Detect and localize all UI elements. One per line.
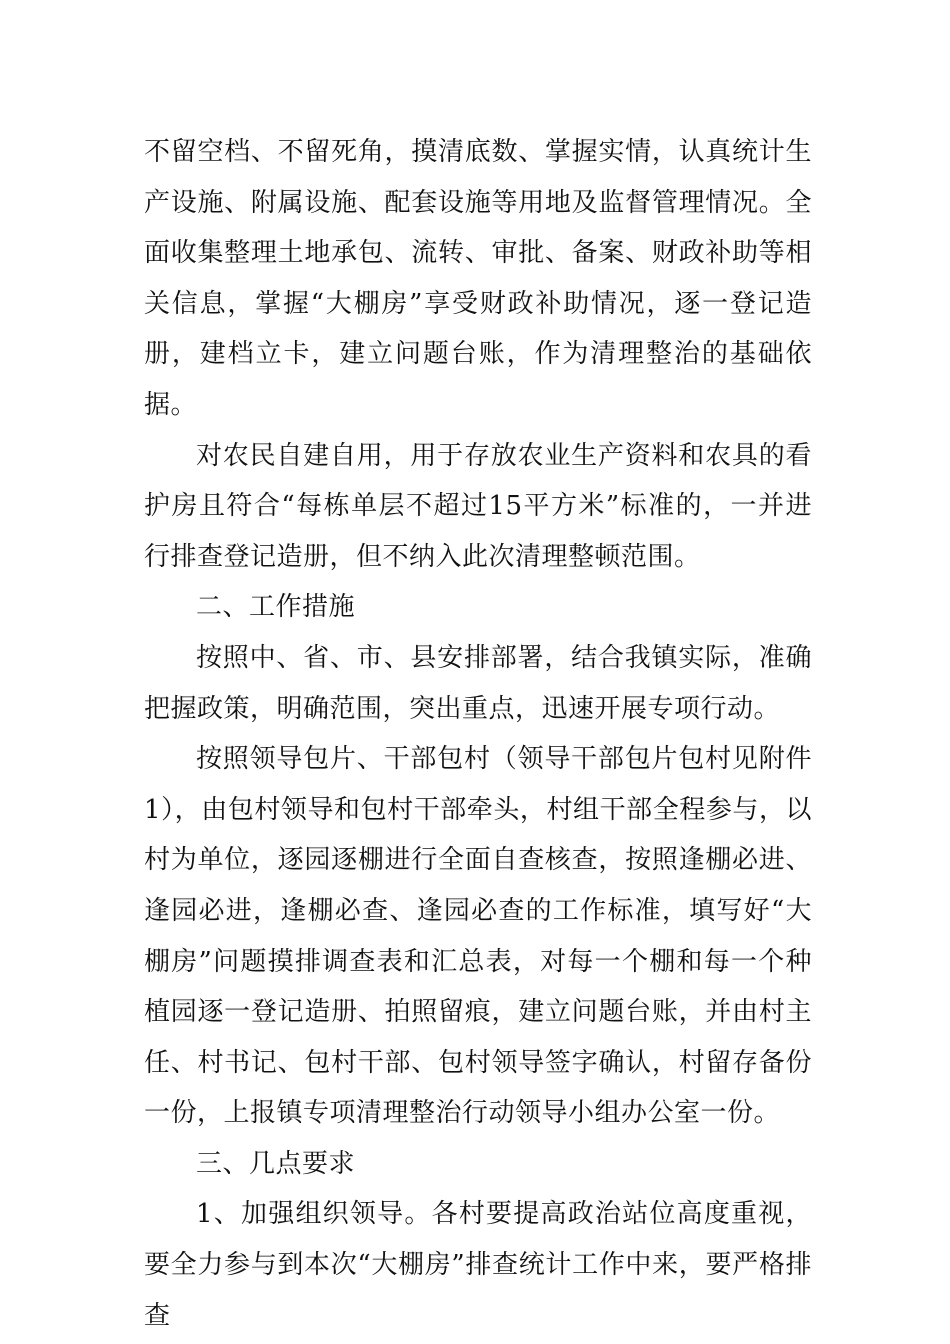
paragraph-village-inspection: 按照领导包片、干部包村（领导干部包片包村见附件1），由包村领导和包村干部牵头，村组干部全程参与，以村为单位，逐园逐棚进行全面自查核查，按照逢棚必进、逢园必进，逢棚必查、逢园必查的工作标准，填写好“大棚房”问题摸排调查表和汇总表，对每一个棚和每一个种植园逐一登记造册、拍照留痕，建立问题台账，并由村主任、村书记、包村干部、包村领导签字确认，村留存备份一份，上报镇专项清理整治行动领导小组办公室一份。: [144, 744, 812, 1129]
section-heading-requirements: 三、几点要求: [196, 1148, 356, 1179]
paragraph-deployment: 按照中、省、市、县安排部署，结合我镇实际，准确把握政策，明确范围，突出重点，迅速开展专项行动。: [144, 642, 812, 724]
paragraph-organization-leadership: 1、加强组织领导。各村要提高政治站位高度重视，要全力参与到本次“大棚房”排查统计工作中来，要严格排查: [144, 1199, 812, 1331]
paragraph-survey-scope: 不留空档、不留死角，摸清底数、掌握实情，认真统计生产设施、附属设施、配套设施等用地及监督管理情况。全面收集整理土地承包、流转、审批、备案、财政补助等相关信息，掌握“大棚房”享受财政补助情况，逐一登记造册，建档立卡，建立问题台账，作为清理整治的基础依据。: [144, 137, 812, 420]
paragraph-guard-house: 对农民自建自用，用于存放农业生产资料和农具的看护房且符合“每栋单层不超过15平方米”标准的，一并进行排查登记造册，但不纳入此次清理整顿范围。: [144, 440, 812, 572]
section-heading-work-measures: 二、工作措施: [196, 592, 356, 623]
document-body: [144, 127, 812, 1341]
